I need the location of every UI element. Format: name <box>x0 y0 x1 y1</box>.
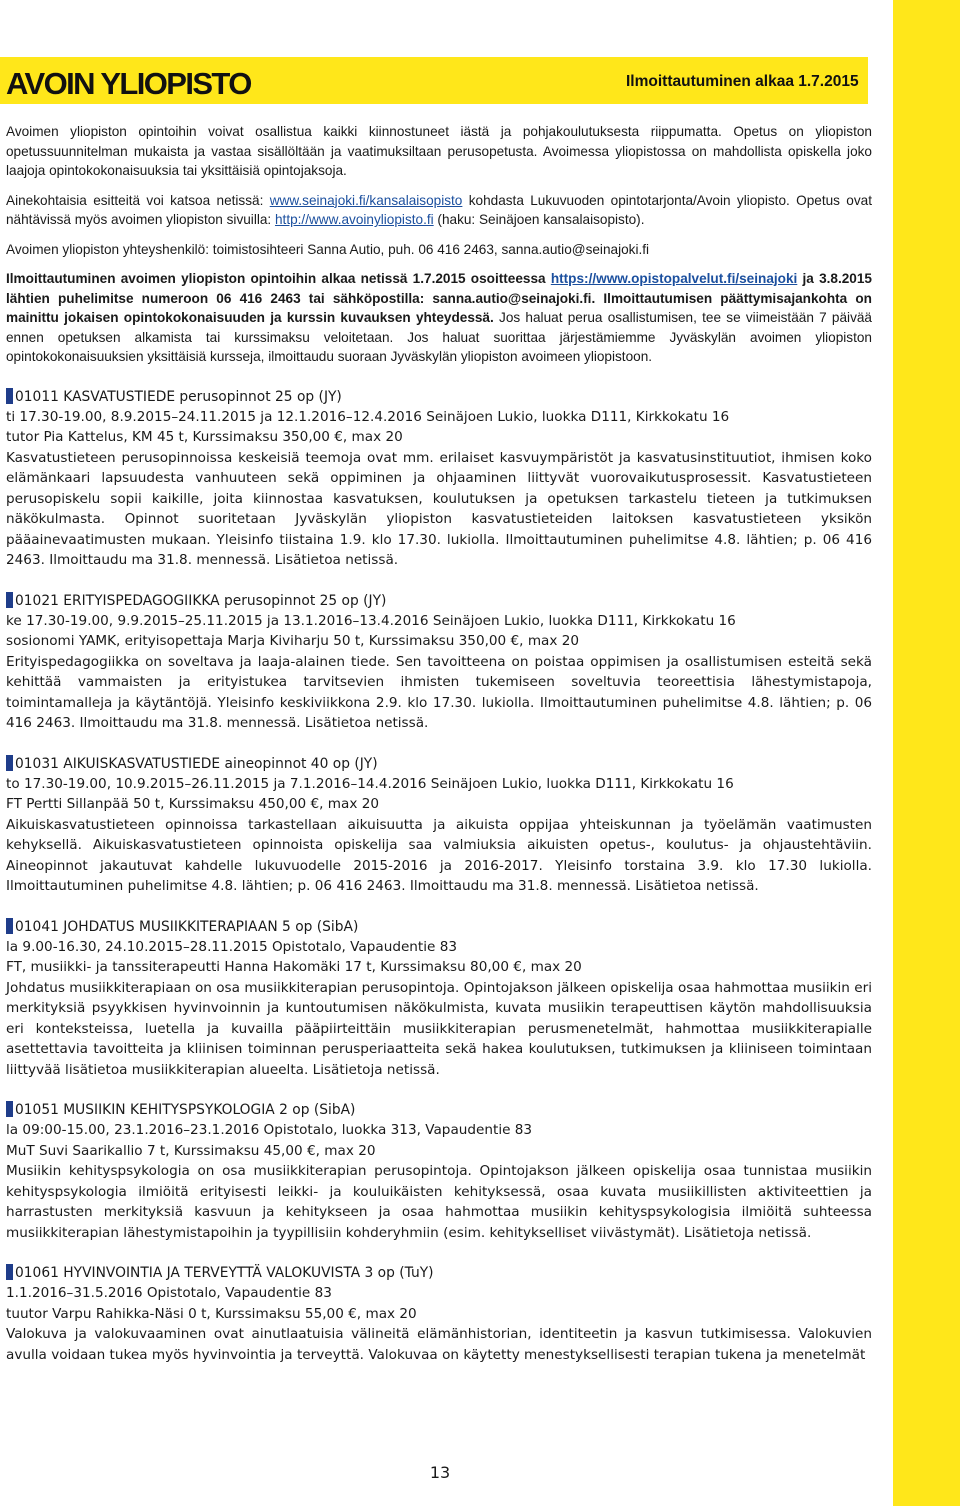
side-accent-bar <box>893 0 960 1506</box>
page-number: 13 <box>429 1463 451 1482</box>
course-heading <box>6 591 872 611</box>
registration-rest: Jos haluat perua osallistumisen, tee se viimeistään 7 päivää ennen opetuksen alkamista tai kurssimaksu veloitetaan. Jos haluat suorittaa järjestämiemme Jyväskylän avoimen yliopiston opintokokonaisuuksien yksittäisiä kursseja, ilmoittaudu suoraan Jyväskylän yliopiston avoimeen yliopistoon. <box>6 310 872 364</box>
course-marker <box>6 918 13 934</box>
kansalaisopisto-link[interactable]: www.seinajoki.fi/kansalaisopisto <box>269 192 463 208</box>
course-block <box>6 387 872 571</box>
course-teacher: MuT Suvi Saarikallio 7 t, Kurssimaksu 45,00 €, max 20 <box>6 1142 376 1159</box>
page-title: AVOIN YLIOPISTO <box>6 66 251 101</box>
brochure-paragraph <box>6 191 872 230</box>
course-teacher: FT Pertti Sillanpää 50 t, Kurssimaksu 450,00 €, max 20 <box>6 796 379 812</box>
registration-start: Ilmoittautuminen alkaa 1.7.2015 <box>626 73 859 90</box>
brochure-text-b: kohdasta Lukuvuoden opintotarjonta/Avoin yliopisto. Opetus ovat nähtävissä myös avoimen yliopiston sivuilla: <box>6 192 872 227</box>
course-title: 01061 HYVINVOINTIA JA TERVEYTTÄ VALOKUVISTA 3 op (TuY) <box>15 1265 434 1281</box>
course-schedule: ti 17.30-19.00, 8.9.2015–24.11.2015 ja 12.1.2016–12.4.2016 Seinäjoen Lukio, luokka D111, Kirkkokatu 16 <box>6 408 730 425</box>
course-schedule: la 09:00-15.00, 23.1.2016–23.1.2016 Opistotalo, luokka 313, Vapaudentie 83 <box>6 1122 533 1138</box>
course-heading <box>6 1263 872 1283</box>
avoinyliopisto-link[interactable]: http://www.avoinyliopisto.fi <box>274 212 434 227</box>
registration-paragraph <box>6 269 872 367</box>
course-teacher: tuutor Varpu Rahikka-Näsi 0 t, Kurssimaksu 55,00 €, max 20 <box>6 1305 417 1322</box>
course-teacher: tutor Pia Kattelus, KM 45 t, Kurssimaksu 350,00 €, max 20 <box>6 429 403 445</box>
opistopalvelut-link[interactable]: https://www.opistopalvelut.fi/seinajoki <box>550 271 798 286</box>
brochure-text-a: Ainekohtaisia esitteitä voi katsoa netissä: <box>6 192 270 208</box>
course-block <box>6 591 872 734</box>
course-block <box>6 1100 872 1243</box>
course-description: Erityispedagogiikka on soveltava ja laaja-alainen tiede. Sen tavoitteena on poistaa oppimisen ja osallistumisen esteitä sekä kehittää vammaisten ja erityistukea tarvitsevien ihmisten tukemiseen soveltuvia teoreettisia lähestymistapoja, toimintamalleja ja käytäntöjä. Yleisinfo keskiviikkona 2.9. klo 17.30. lukiolla. Ilmoittautuminen puhelimitse 4.8. lähtien; p. 06 416 2463. Ilmoittaudu ma 31.8. mennessä. Lisätietoa netissä. <box>6 653 872 731</box>
course-block <box>6 754 872 897</box>
course-marker <box>6 755 13 771</box>
course-title: 01011 KASVATUSTIEDE perusopinnot 25 op (JY) <box>15 388 342 405</box>
course-schedule: la 9.00-16.30, 24.10.2015–28.11.2015 Opistotalo, Vapaudentie 83 <box>6 938 458 955</box>
registration-bold-b: ja 3.8.2015 lähtien puhelimitse numeroon 06 416 2463 tai sähköpostilla: sanna.autio@seinajoki.fi. Ilmoittautumisen päättymisajankohta on mainittu jokaisen opintokokonaisuuden ja kurssin kuvauksen yhteydessä. <box>6 271 872 325</box>
course-block <box>6 1263 872 1365</box>
contact-paragraph: Avoimen yliopiston yhteyshenkilö: toimistosihteeri Sanna Autio, puh. 06 416 2463, sanna.autio@seinajoki.fi <box>6 241 650 257</box>
course-marker <box>6 592 13 608</box>
main-content <box>6 122 872 1365</box>
course-description: Aikuiskasvatustieteen opinnoissa tarkastellaan aikuisuutta ja aikuista oppijaa yhteiskunnan ja työelämän vaatimusten kehyksellä. Aikuiskasvatustieteen opinnoista opiskelija saa valmiuksia aikuisten opetus-, koulutus- ja ohjaustehtäviin. Aineopinnot jakautuvat kahdelle lukuvuodelle 2015-2016 ja 2016-2017. Yleisinfo torstaina 3.9. klo 17.30 lukiolla. Ilmoittautuminen puhelimitse 4.8. lähtien; p. 06 416 2463. Ilmoittaudu ma 31.8. mennessä. Lisätietoa netissä. <box>6 816 872 894</box>
course-description: Musiikin kehityspsykologia on osa musiikkiterapian perusopintoja. Opintojakson jälkeen opiskelija osaa tunnistaa musiikin kehityspsykologia ilmiöitä erityisesti leikki- ja kouluikäisten kehityksessä, osaa kuvata musiikillisten aktiviteettien ja harrastusten merkityksiä kasvuun ja kehitykseen ja osaa hahmottaa musiikin kehityspsykologisia ilmiöitä suhteessa musiikkiterapian lähestymistapoihin ja tyypillisiin kohderyhmiin (esim. kehitykselliset viivästymät). Lisätietoja netissä. <box>6 1163 872 1241</box>
course-title: 01051 MUSIIKIN KEHITYSPSYKOLOGIA 2 op (SibA) <box>15 1102 356 1118</box>
course-marker <box>6 1101 13 1117</box>
brochure-text-c: (haku: Seinäjoen kansalaisopisto). <box>433 212 645 227</box>
course-teacher: FT, musiikki- ja tanssiterapeutti Hanna Hakomäki 17 t, Kurssimaksu 80,00 €, max 20 <box>6 959 582 975</box>
course-heading <box>6 387 872 407</box>
course-block <box>6 917 872 1081</box>
course-title: 01021 ERITYISPEDAGOGIIKKA perusopinnot 25 op (JY) <box>15 592 387 609</box>
course-heading <box>6 754 872 774</box>
course-schedule: to 17.30-19.00, 10.9.2015–26.11.2015 ja 7.1.2016–14.4.2016 Seinäjoen Lukio, luokka D111, Kirkkokatu 16 <box>6 775 734 792</box>
course-heading <box>6 1100 872 1120</box>
registration-bold-a: Ilmoittautuminen avoimen yliopiston opintoihin alkaa netissä 1.7.2015 osoitteessa <box>6 271 551 286</box>
course-title: 01041 JOHDATUS MUSIIKKITERAPIAAN 5 op (SibA) <box>15 918 359 935</box>
course-heading <box>6 917 872 937</box>
course-description: Kasvatustieteen perusopinnoissa keskeisiä teemoja ovat mm. erilaiset kasvuympäristöt ja kasvatusinstituutiot, ihmisen koko elämänkaari lapsuudesta vanhuuteen sekä oppiminen ja ohjaaminen liittyvät vuorovaikutusprosessit. Kasvatustieteen perusopiskelu sopii kaikille, joita kiinnostaa kasvatuksen, koulutuksen ja opetuksen tarkastelu tieteen ja tutkimuksen näkökulmasta. Opinnot suoritetaan Jyväskylän yliopiston kasvatustieteiden laitoksen kasvatustieteen yksikön pääainevaatimusten mukaan. Yleisinfo tiistaina 1.9. klo 17.30. lukiolla. Ilmoittautuminen puhelimitse 4.8. lähtien; p. 06 416 2463. Ilmoittaudu ma 31.8. mennessä. Lisätietoa netissä. <box>6 449 872 568</box>
course-teacher: sosionomi YAMK, erityisopettaja Marja Kiviharju 50 t, Kurssimaksu 350,00 €, max 20 <box>6 633 580 649</box>
course-title: 01031 AIKUISKASVATUSTIEDE aineopinnot 40 op (JY) <box>15 755 378 772</box>
course-schedule: ke 17.30-19.00, 9.9.2015–25.11.2015 ja 13.1.2016–13.4.2016 Seinäjoen Lukio, luokka D111, Kirkkokatu 16 <box>6 612 736 629</box>
course-schedule: 1.1.2016–31.5.2016 Opistotalo, Vapaudentie 83 <box>6 1285 332 1301</box>
intro-paragraph: Avoimen yliopiston opintoihin voivat osallistua kaikki kiinnostuneet iästä ja pohjakoulutuksesta riippumatta. Opetus on yliopiston opetussuunnitelman mukaista ja vastaa sisällöltään ja vaatimuksiltaan perusopetusta. Avoimessa yliopistossa on mahdollista opiskella joko laajoja opintokokonaisuuksia tai yksittäisiä opintojaksoja. <box>6 124 872 178</box>
course-description: Johdatus musiikkiterapiaan on osa musiikkiterapian perusopintoja. Opintojakson jälkeen opiskelija osaa hahmottaa musiikin eri merkityksiä psyykkisen hyvinvoinnin ja kuntoutumisen näkökulmista, kuvata musiikin terapeuttisen käytön mahdollisuuksia eri konteksteissa, luetella ja kuvailla pääpiirteittäin musiikkiterapian perusmenetelmät, hahmottaa musiikkiterapialle asettettavia tavoitteita ja kliinisen toiminnan perusperiaatteita sekä hakea koulutuksen, tutkimuksen ja kliiniseen toimintaan liittyvää lisätietoa musiikkiterapian alueelta. Lisätietoja netissä. <box>6 979 872 1078</box>
course-marker <box>6 1264 13 1280</box>
course-description: Valokuva ja valokuvaaminen ovat ainutlaatuisia välineitä elämänhistorian, identiteetin ja kasvun tutkimisessa. Valokuvien avulla voidaan tukea myös hyvinvointia ja terveyttä. Valokuvaa on käytetty menestyksellisesti terapian tukena ja menetelmät <box>6 1326 872 1363</box>
course-marker <box>6 388 13 404</box>
